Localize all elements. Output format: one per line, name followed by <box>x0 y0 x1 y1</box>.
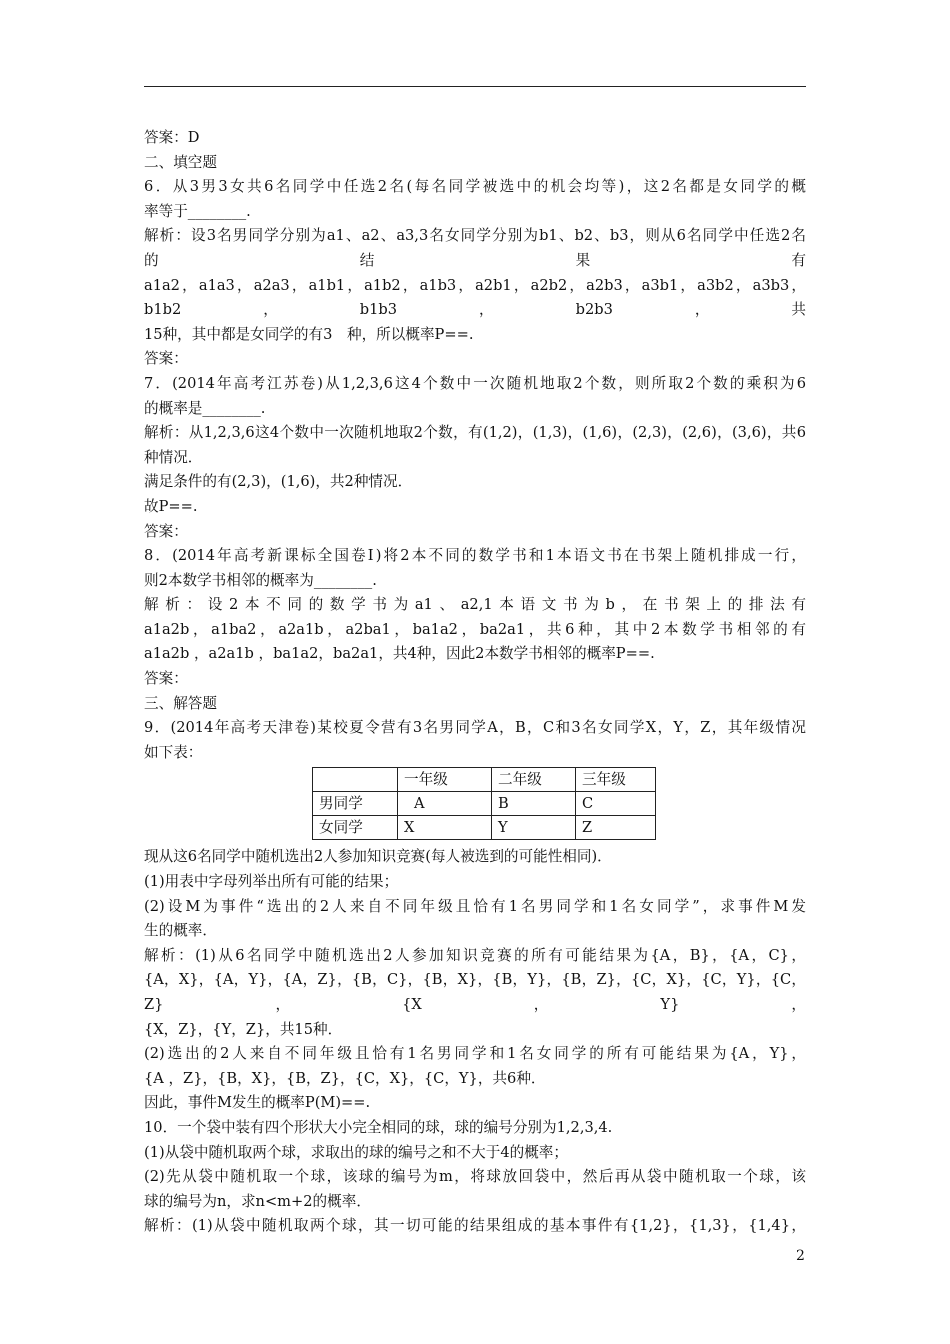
text-line: 满足条件的有(2,3)，(1,6)，共2种情况． <box>144 473 413 491</box>
table-cell: 二年级 <box>492 768 576 792</box>
text-line: a1a2b，a1ba2，a2a1b，a2ba1，ba1a2，ba2a1，共6种，其中2本数学书相邻的有 <box>144 620 806 638</box>
table-cell: X <box>398 816 492 840</box>
text-line: (2)先从袋中随机取一个球，该球的编号为m，将球放回袋中，然后再从袋中随机取一个球，该 <box>144 1168 806 1186</box>
text-line: (1)用表中字母列举出所有可能的结果； <box>144 873 399 891</box>
table-header-row <box>313 768 656 792</box>
table-cell: Z <box>576 816 656 840</box>
table-cell <box>313 768 398 792</box>
text-line: 率等于________. <box>144 202 251 220</box>
text-line: (2)设M为事件“选出的2人来自不同年级且恰有1名男同学和1名女同学”，求事件M发 <box>144 897 806 915</box>
text-line: 答案： <box>144 350 188 368</box>
text-line: 的 结 果 有 <box>144 251 806 269</box>
table-cell: Y <box>492 816 576 840</box>
table-cell: C <box>576 792 656 816</box>
table-row <box>313 792 656 816</box>
text-line: 球的编号为n，求n<m+2的概率． <box>144 1192 371 1210</box>
text-line: {X，Z}，{Y，Z}，共15种． <box>144 1020 343 1038</box>
text-line: 生的概率． <box>144 922 217 940</box>
text-line: 如下表： <box>144 743 203 761</box>
text-line: 9．(2014年高考天津卷)某校夏令营有3名男同学A，B，C和3名女同学X，Y，Z，其年级情况 <box>144 719 806 737</box>
table-cell: 三年级 <box>576 768 656 792</box>
text-line: 解析：(1)从袋中随机取两个球，其一切可能的结果组成的基本事件有{1,2}，{1,3}，{1,4}， <box>144 1217 806 1235</box>
text-line: 解析：设3名男同学分别为a1、a2、a3,3名女同学分别为b1、b2、b3，则从6名同学中任选2名 <box>144 227 806 245</box>
text-line: 因此，事件M发生的概率P(M)==. <box>144 1094 371 1112</box>
document-body <box>144 126 806 1239</box>
table-cell: 女同学 <box>313 816 398 840</box>
text-line: a1a2，a1a3，a2a3，a1b1，a1b2，a1b3，a2b1，a2b2，a2b3，a3b1，a3b2，a3b3，b1b2，b1b3，b2b3，共 <box>144 276 806 319</box>
text-line: 10．一个袋中装有四个形状大小完全相同的球，球的编号分别为1,2,3,4. <box>144 1118 613 1136</box>
text-line: 的概率是________. <box>144 399 266 417</box>
table-cell: 男同学 <box>313 792 398 816</box>
grade-table-wrapper <box>144 765 806 845</box>
section-heading: 二、填空题 <box>144 153 217 171</box>
header-rule <box>144 86 806 87</box>
text-line: 答案： <box>144 670 188 688</box>
text-line: 7．(2014年高考江苏卷)从1,2,3,6这4个数中一次随机地取2个数，则所取2个数的乘积为6 <box>144 374 806 392</box>
text-line: (2)选出的2人来自不同年级且恰有1名男同学和1名女同学的所有可能结果为{A，Y}， <box>144 1045 806 1063</box>
text-line: 解析：设2本不同的数学书为a1、a2,1本语文书为b，在书架上的排法有 <box>144 596 806 614</box>
text-line: 故P==. <box>144 497 198 515</box>
table-cell: 一年级 <box>398 768 492 792</box>
text-line: {A ，Z}，{B，X}，{B，Z}，{C，X}，{C，Y}，共6种． <box>144 1069 546 1087</box>
text-line: {A，X}，{A，Y}，{A，Z}，{B，C}，{B，X}，{B，Y}，{B，Z}，{C，X}，{C，Y}，{C，Z}，{X，Y}， <box>144 971 806 1013</box>
text-line: 解析：从1,2,3,6这4个数中一次随机地取2个数，有(1,2)，(1,3)，(1,6)，(2,3)，(2,6)，(3,6)，共6 <box>144 424 806 442</box>
text-line: 答案：D <box>144 129 200 146</box>
grade-table <box>312 767 656 840</box>
text-line: 解析：(1)从6名同学中随机选出2人参加知识竞赛的所有可能结果为{A，B}，{A，C}， <box>144 946 806 964</box>
table-cell: A <box>398 792 492 816</box>
text-line: 答案： <box>144 522 188 540</box>
text-line: 8．(2014年高考新课标全国卷Ⅰ)将2本不同的数学书和1本语文书在书架上随机排成一行， <box>144 547 806 565</box>
section-heading: 三、解答题 <box>144 694 217 712</box>
text-line: 则2本数学书相邻的概率为________. <box>144 571 377 589</box>
table-cell: B <box>492 792 576 816</box>
page-number: 2 <box>796 1248 805 1264</box>
text-line: a1a2b ，a2a1b ，ba1a2，ba2a1，共4种，因此2本数学书相邻的概率P==. <box>144 645 655 663</box>
text-line: (1)从袋中随机取两个球，求取出的球的编号之和不大于4的概率； <box>144 1143 568 1161</box>
text-line: 15种，其中都是女同学的有3 种，所以概率P==. <box>144 325 474 343</box>
text-line: 种情况． <box>144 448 203 466</box>
table-row <box>313 816 656 840</box>
text-line: 6．从3男3女共6名同学中任选2名(每名同学被选中的机会均等)，这2名都是女同学的概 <box>144 178 806 196</box>
text-line: 现从这6名同学中随机选出2人参加知识竞赛(每人被选到的可能性相同)． <box>144 848 612 866</box>
